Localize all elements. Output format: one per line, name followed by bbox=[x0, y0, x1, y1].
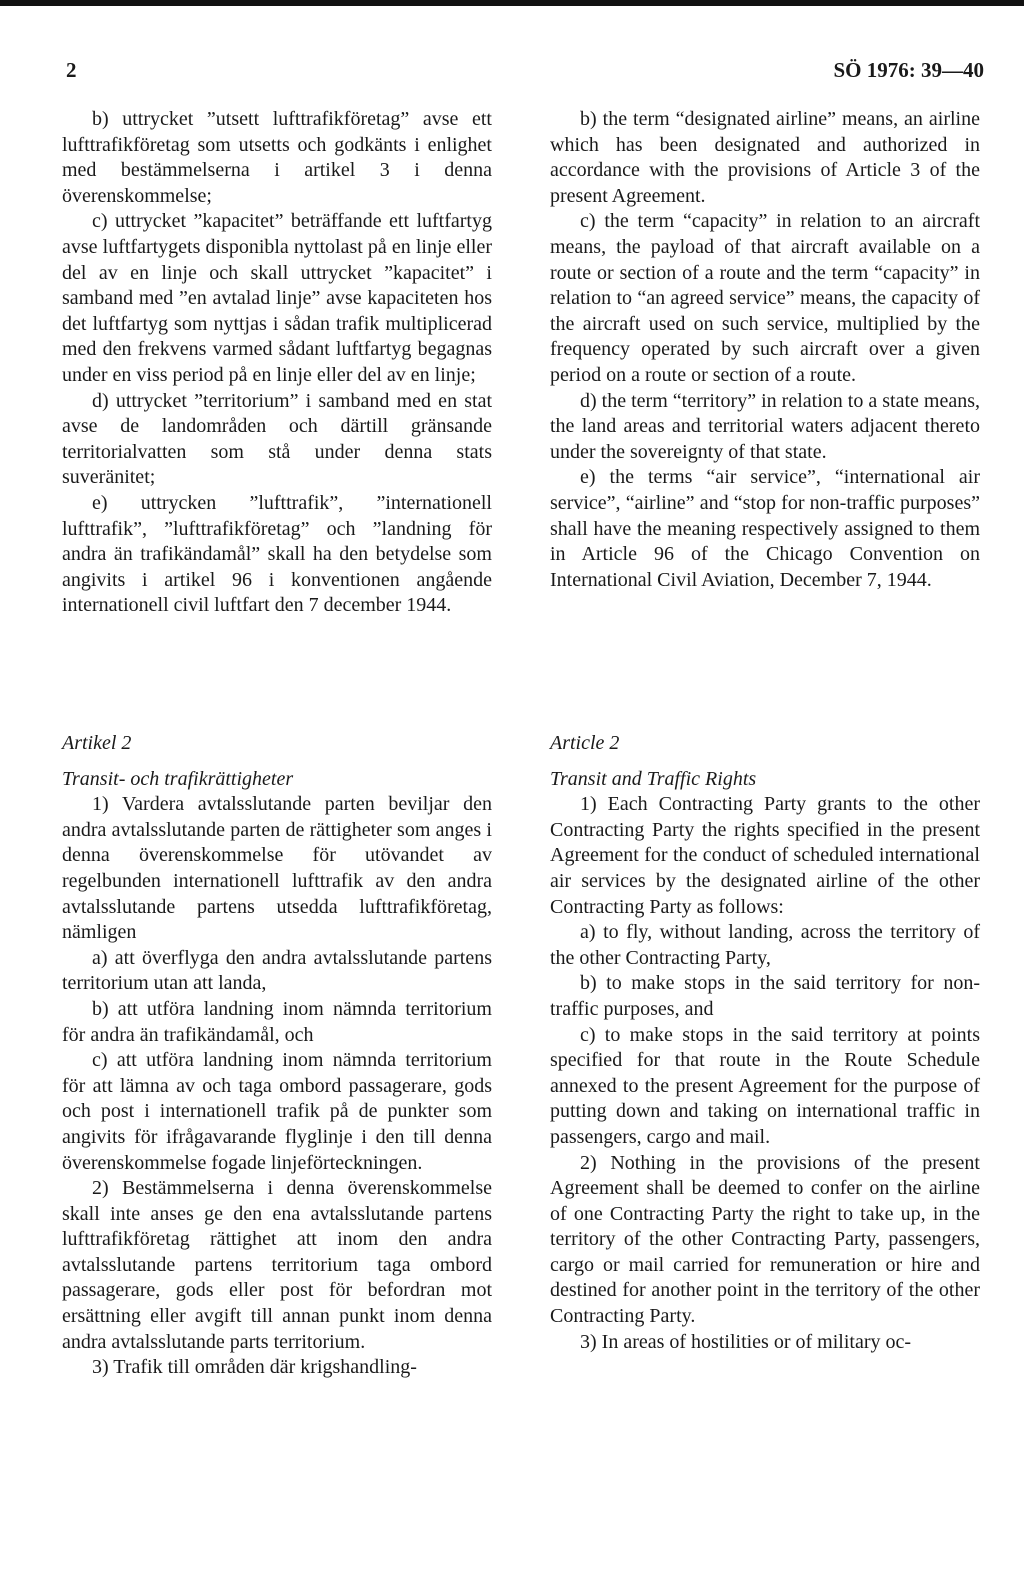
sv-definition-e: e) uttrycken ”lufttrafik”, ”internationell lufttrafik”, ”lufttrafikföretag” och ”landning för andra än trafikändamål” skall ha den betydelse som angivits i artikel 96 i konventionen angående internationell civil luftfart den 7 december 1944. bbox=[62, 491, 492, 617]
sv-article-paragraph-3: 3) Trafik till områden där krigshandling- bbox=[92, 1356, 417, 1379]
en-definition-c: c) the term “capacity” in relation to an aircraft means, the payload of that aircraft available on a route or section of a route and the term “capacity” in relation to “an agreed service” means, the capacity of the aircraft used on such service, multiplied by the frequency operated by such aircraft over a given period on a route or section of a route. bbox=[550, 210, 980, 386]
sv-article-paragraph-1: 1) Vardera avtalsslutande parten beviljar den andra avtalsslutande parten de rättigheter som anges i denna överenskommelse för utövandet av regelbunden internationell lufttrafik av den andra avtalsslutande partens utsedda lufttrafikföretag, nämligen bbox=[62, 793, 492, 944]
top-border-rule bbox=[0, 0, 1024, 6]
english-article-2-column bbox=[550, 731, 980, 1355]
sv-definition-b: b) uttrycket ”utsett lufttrafikföretag” avse ett lufttrafikföretag som utsetts och godkänts i enlighet med bestämmelserna i artikel 3 i denna överenskommelse; bbox=[62, 108, 492, 207]
en-article-paragraph-1a: a) to fly, without landing, across the territory of the other Contracting Party, bbox=[550, 921, 980, 969]
en-definition-b: b) the term “designated airline” means, an airline which has been designated and authorized in accordance with the provisions of Article 3 of the present Agreement. bbox=[550, 108, 980, 207]
en-article-paragraph-3: 3) In areas of hostilities or of military oc- bbox=[580, 1330, 912, 1353]
en-article-paragraph-1: 1) Each Contracting Party grants to the other Contracting Party the rights specified in the present Agreement for the conduct of scheduled international air services by the designated airline of the other Contracting Party as follows: bbox=[550, 793, 980, 918]
sv-definition-c: c) uttrycket ”kapacitet” beträffande ett luftfartyg avse luftfartygets disponibla nyttolast på en linje eller del av en linje och skall uttrycket ”kapacitet” i samband med ”en avtalad linje” avse kapaciteten hos det luftfartyg som nyttjas i sådan trafik multiplicerad med den frekvens varmed sådant luftfartyg begagnas under en viss period på en linje eller del av en linje; bbox=[62, 210, 492, 386]
page-number: 2 bbox=[66, 58, 77, 82]
sv-article-paragraph-1a: a) att överflyga den andra avtalsslutande partens territorium utan att landa, bbox=[62, 946, 492, 995]
en-definition-e: e) the terms “air service”, “international air service”, “airline” and “stop for non-traffic purposes” shall have the meaning respectively assigned to them in Article 96 of the Chicago Convention on International Civil Aviation, December 7, 1944. bbox=[550, 466, 980, 591]
en-definition-d: d) the term “territory” in relation to a state means, the land areas and territorial waters adjacent thereto under the sovereignty of that state. bbox=[550, 389, 980, 463]
en-article-paragraph-1b: b) to make stops in the said territory for non-traffic purposes, and bbox=[550, 972, 980, 1020]
sv-article-title: Transit- och trafikrättigheter bbox=[62, 767, 294, 790]
sv-article-paragraph-1c: c) att utföra landning inom nämnda territorium för att lämna av och taga ombord passagerare, gods och post i internationell trafik på de punkter som angivits för ifrågavarande flyglinje i den till denna överenskommelse fogade linjeförteckningen. bbox=[62, 1049, 492, 1174]
swedish-article-2-column bbox=[62, 731, 492, 1381]
document-reference: SÖ 1976: 39—40 bbox=[833, 58, 984, 82]
swedish-definitions-column bbox=[62, 107, 492, 619]
en-article-paragraph-2: 2) Nothing in the provisions of the present Agreement shall be deemed to confer on the airline of one Contracting Party the right to take up, in the territory of the other Contracting Party, passengers, cargo or mail carried for remuneration or hire and destined for another point in the territory of the other Contracting Party. bbox=[550, 1151, 980, 1328]
english-definitions-column bbox=[550, 107, 980, 593]
sv-article-paragraph-2: 2) Bestämmelserna i denna överenskommelse skall inte anses ge den ena avtalsslutande partens lufttrafikföretag rättighet att inom den andra avtalsslutande partens territorium taga ombord passagerare, gods eller post för befordran mot ersättning eller avgift till annan punkt inom denna andra avtalsslutande parts territorium. bbox=[62, 1177, 492, 1353]
en-article-paragraph-1c: c) to make stops in the said territory at points specified for that route in the Route Schedule annexed to the present Agreement for the purpose of putting down and taking on international traffic in passengers, cargo and mail. bbox=[550, 1023, 980, 1148]
sv-definition-d: d) uttrycket ”territorium” i samband med en stat avse de landområden och därtill gränsande territorialvatten som stå under denna stats suveränitet; bbox=[62, 389, 492, 489]
en-article-label: Article 2 bbox=[550, 732, 620, 754]
sv-article-paragraph-1b: b) att utföra landning inom nämnda territorium för andra än trafikändamål, och bbox=[62, 997, 492, 1046]
sv-article-label: Artikel 2 bbox=[62, 732, 132, 754]
en-article-title: Transit and Traffic Rights bbox=[550, 767, 757, 790]
